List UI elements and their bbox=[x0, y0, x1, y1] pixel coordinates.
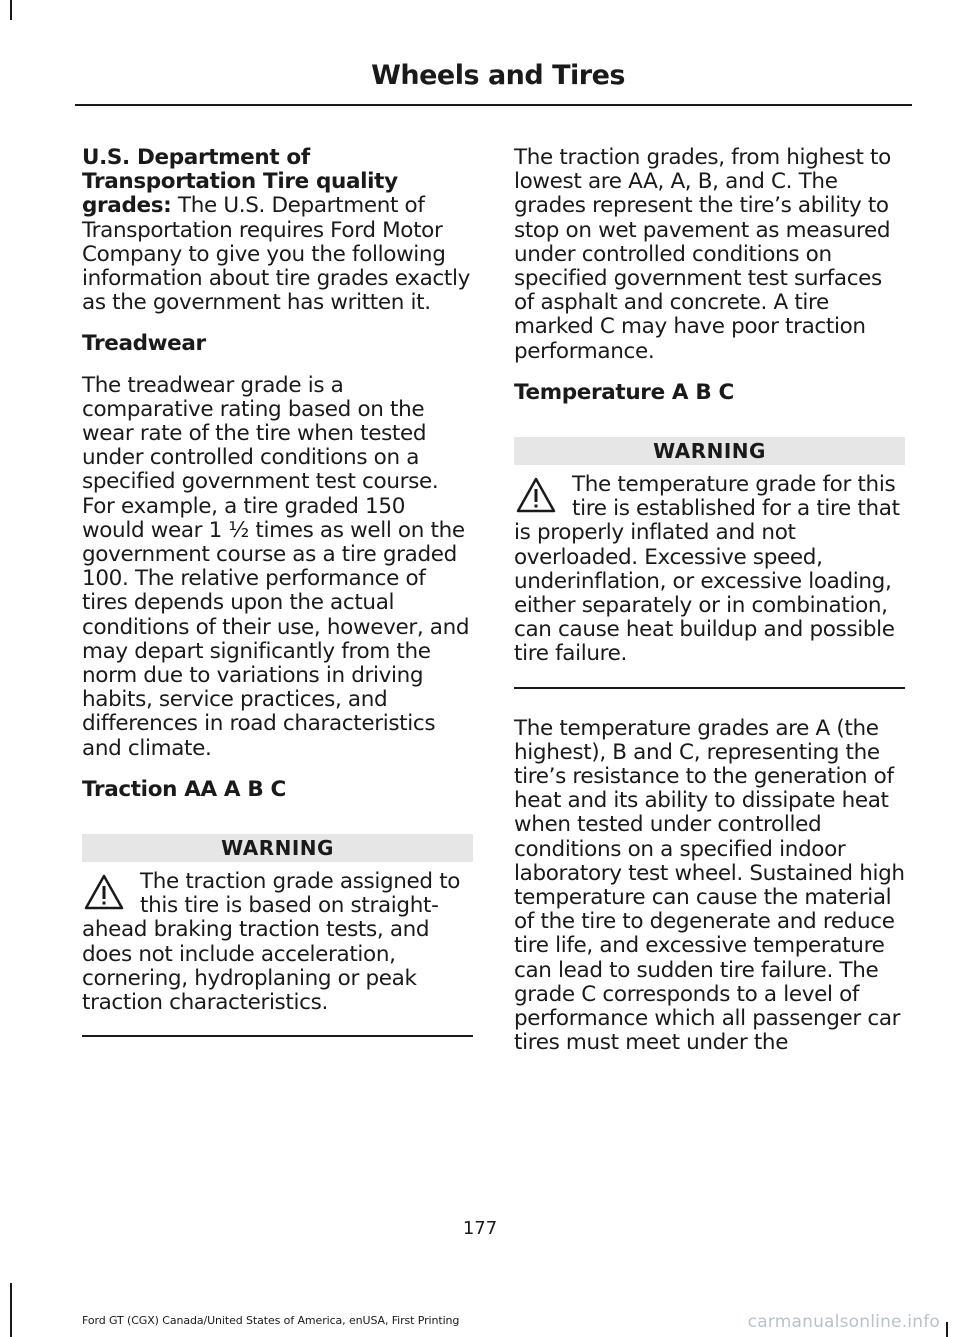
warning-label: WARNING bbox=[514, 437, 905, 465]
temperature-warning bbox=[514, 437, 905, 689]
crop-mark-top-left bbox=[10, 0, 12, 20]
warning-label: WARNING bbox=[82, 834, 473, 862]
header-rule bbox=[75, 104, 912, 106]
watermark: carmanualsonline.info bbox=[747, 1312, 940, 1332]
right-column bbox=[514, 146, 905, 1073]
traction-warning bbox=[82, 834, 473, 1037]
warning-triangle-icon bbox=[82, 870, 138, 916]
crop-mark-bottom-right bbox=[946, 1322, 948, 1337]
warning-text: The temperature grade for this tire is established for a tire that is properly inflated and not overloaded. Excessive speed, underinflation, or excessive loading, either separately or in combination, can cause heat buildup and possible tire failure. bbox=[514, 472, 900, 667]
intro-text: The U.S. Department of Transportation requires Ford Motor Company to give you the following information about tire grades exactly as the government has written it. bbox=[82, 193, 470, 316]
warning-rule bbox=[82, 1035, 473, 1037]
temperature-grades-paragraph: The temperature grades are A (the highest), B and C, representing the tire’s resistance to the generation of heat and its ability to dissipate heat when tested under controlled conditions on a specified indoor laboratory test wheel. Sustained high temperature can cause the material of the tire to degenerate and reduce tire life, and excessive temperature can lead to sudden tire failure. The grade C corresponds to a level of performance which all passenger car tires must meet under the bbox=[514, 715, 905, 1056]
intro-paragraph bbox=[82, 146, 473, 315]
treadwear-heading: Treadwear bbox=[82, 331, 206, 357]
page-title: Wheels and Tires bbox=[371, 60, 625, 91]
intro-bold-lead: U.S. Department of Transportation Tire quality grades: bbox=[82, 145, 398, 219]
footer-text: Ford GT (CGX) Canada/United States of America, enUSA, First Printing bbox=[82, 1314, 460, 1327]
page-number: 177 bbox=[462, 1218, 498, 1239]
warning-triangle-icon bbox=[514, 473, 570, 519]
traction-heading: Traction AA A B C bbox=[82, 776, 286, 802]
left-column bbox=[82, 146, 473, 1065]
traction-grades-paragraph: The traction grades, from highest to lowest are AA, A, B, and C. The grades represent the tire’s ability to stop on wet pavement as measured under controlled conditions on specified government test surfaces of asphalt and concrete. A tire marked C may have poor traction performance. bbox=[514, 145, 891, 364]
temperature-heading: Temperature A B C bbox=[514, 379, 734, 405]
warning-text: The traction grade assigned to this tire is based on straight-ahead braking traction tests, and does not include acceleration, cornering, hydroplaning or peak traction characteristics. bbox=[82, 869, 461, 1016]
treadwear-paragraph: The treadwear grade is a comparative rating based on the wear rate of the tire when tested under controlled conditions on a specified government test course. For example, a tire graded 150 would wear 1 ½ times as well on the government course as a tire graded 100. The relative performance of tires depends upon the actual conditions of their use, however, and may depart significantly from the norm due to variations in driving habits, service practices, and differences in road characteristics and climate. bbox=[82, 372, 470, 761]
warning-rule bbox=[514, 687, 905, 689]
crop-mark-bottom-left bbox=[10, 1283, 12, 1337]
